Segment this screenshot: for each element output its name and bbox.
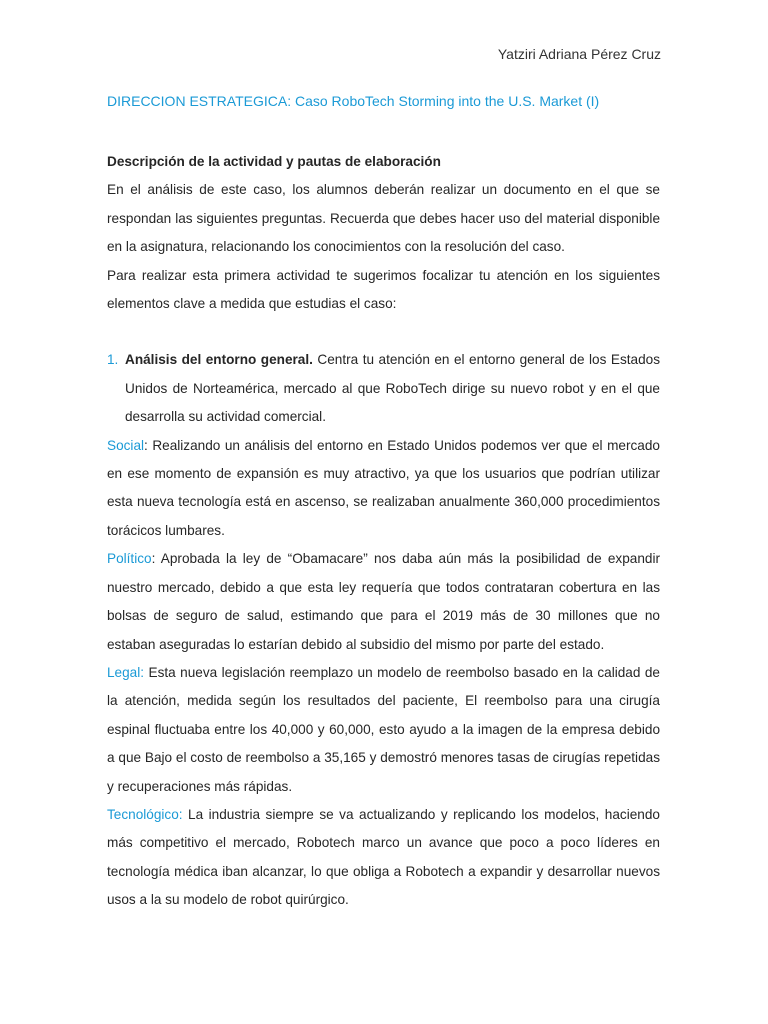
legal-paragraph [107,659,660,801]
politico-label: Político [107,551,152,567]
tecnologico-label: Tecnológico: [107,806,183,822]
item-number: 1. [107,352,119,368]
tecnologico-text: La industria siempre se va actualizando y replicando los modelos, haciendo más competitivo el mercado, Robotech marco un avance que poco a poco líderes en tecnología médica iban alcanzar, lo que obliga a Robotech a expandir y desarrollar nuevos usos a la su modelo de robot quirúrgico. [107,806,660,908]
social-text: : Realizando un análisis del entorno en Estado Unidos podemos ver que el mercado en ese momento de expansión es muy atractivo, ya que los usuarios que podrían utilizar esta nueva tecnología está en ascenso, se realizaban anualmente 360,000 procedimientos torácicos lumbares. [107,437,660,538]
item-bold-title: Análisis del entorno general. [125,352,313,368]
social-paragraph [107,432,660,546]
document-title: DIRECCION ESTRATEGICA: Caso RoboTech Storming into the U.S. Market (I) [107,93,600,109]
item-text: Centra tu atención en el entorno general de los Estados Unidos de Norteamérica, mercado al que RoboTech dirige su nuevo robot y en el que desarrolla su actividad comercial. [125,352,661,425]
author-name: Yatziri Adriana Pérez Cruz [497,46,661,62]
social-label: Social [107,437,145,453]
intro-paragraph: En el análisis de este caso, los alumnos deberán realizar un documento en el que se respondan las siguientes preguntas. Recuerda que debes hacer uso del material disponible en la asignatura, relacionando los conocimientos con la resolución del caso. [107,182,660,255]
spacer [107,318,660,346]
legal-text: Esta nueva legislación reemplazo un modelo de reembolso basado en la calidad de la atención, medida según los resultados del paciente, El reembolso para una cirugía espinal fluctuaba entre los 40,000 y 60,000, esto ayudo a la imagen de la empresa debido a que Bajo el costo de reembolso a 35,165 y demostró menores tasas de cirugías repetidas y recuperaciones más rápidas. [107,664,660,794]
activity-heading: Descripción de la actividad y pautas de elaboración [107,154,441,169]
item-content [125,346,660,431]
instructions-paragraph: Para realizar esta primera actividad te sugerimos focalizar tu atención en los siguientes elementos clave a medida que estudias el caso: [107,267,660,312]
politico-paragraph [107,545,660,659]
politico-text: : Aprobada la ley de “Obamacare” nos daba aún más la posibilidad de expandir nuestro mercado, debido a que esta ley requería que todos contrataran cobertura en las bolsas de seguro de salud, estimando que para el 2019 más de 30 millones que no estaban aseguradas lo estarían debido al subsidio del mismo por parte del estado. [107,551,660,652]
numbered-item-1 [107,346,660,431]
legal-label: Legal: [107,664,145,680]
tecnologico-paragraph [107,801,660,915]
document-body [107,148,660,915]
